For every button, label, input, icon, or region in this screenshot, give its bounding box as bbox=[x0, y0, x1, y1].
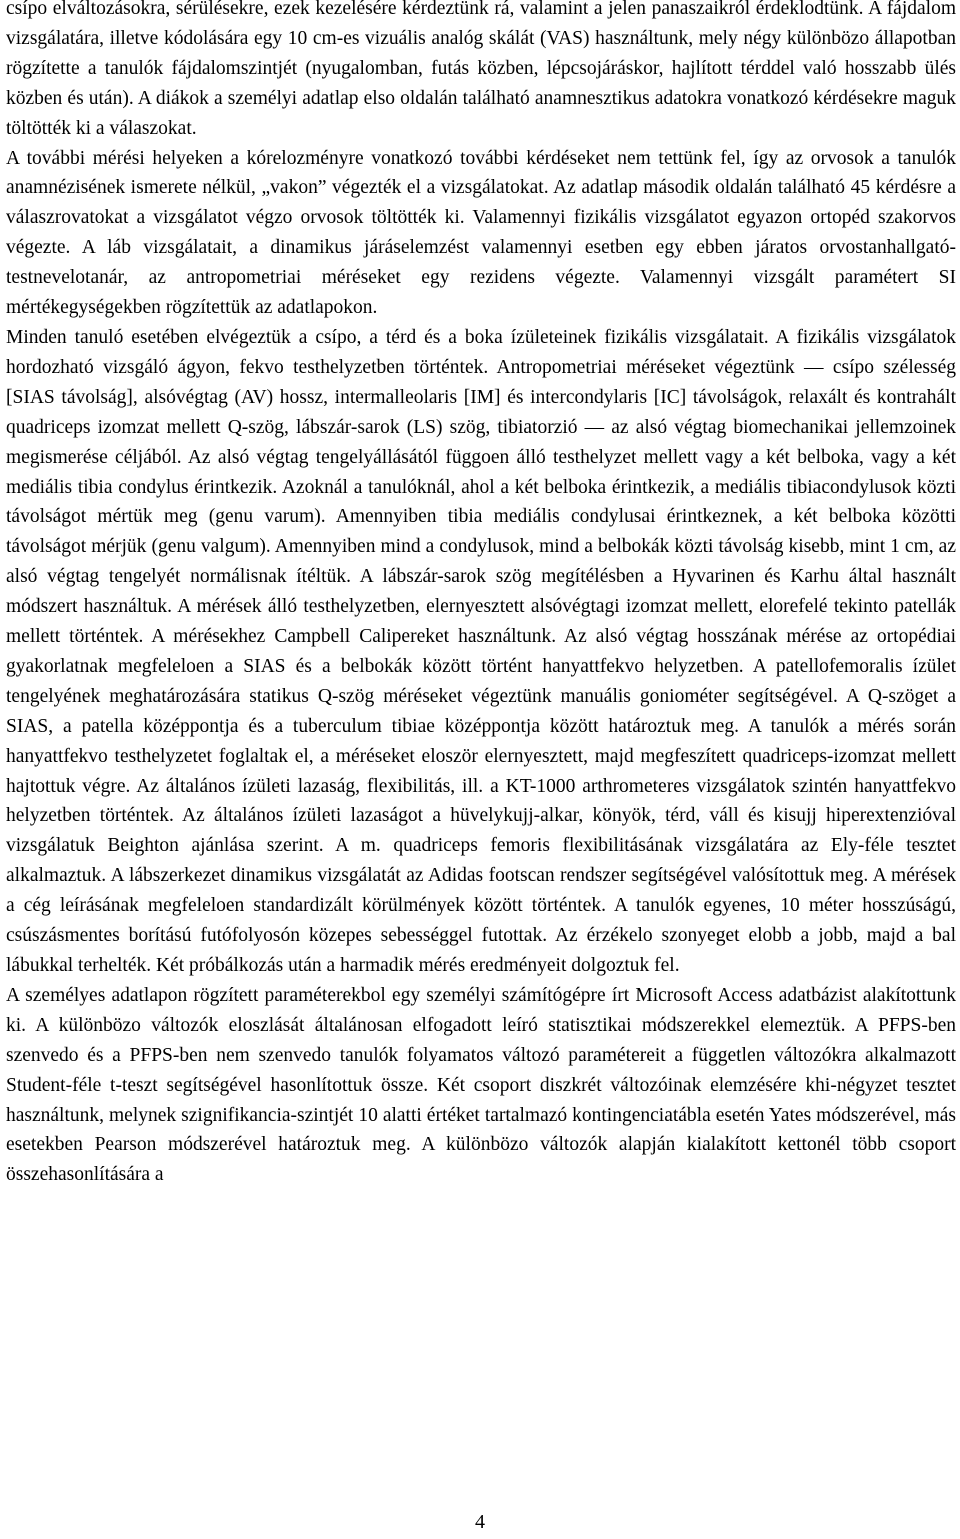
paragraph-2: A további mérési helyeken a kórelozményre vonatkozó további kérdéseket nem tettünk fel, így az orvosok a tanulók anamnézisének ismerete nélkül, „vakon” végezték el a vizsgálatokat. Az adatlap második oldalán található 45 kérdésre a válaszrovatokat a vizsgálatot végzo orvosok töltötték ki. Valamennyi fizikális vizsgálatot egyazon ortopéd szakorvos végezte. A láb vizsgálatait, a dinamikus járáselemzést valamennyi esetben egy ebben járatos orvostanhallgató-testnevelotanár, az antropometriai méréseket egy rezidens végezte. Valamennyi vizsgált paramétert SI mértékegységekben rögzítettük az adatlapokon. bbox=[6, 147, 956, 319]
page-number: 4 bbox=[475, 1511, 485, 1533]
paragraph-4: A személyes adatlapon rögzített paraméterekbol egy személyi számítógépre írt Microsoft Access adatbázist alakítottunk ki. A különbözo változók eloszlását általánosan elfogadott leíró statisztikai módszerekkel elemeztük. A PFPS-ben szenvedo és a PFPS-ben nem szenvedo tanulók folyamatos változó paramétereit a független változókra alkalmazott Student-féle t-teszt segítségével hasonlítottuk össze. Két csoport diszkrét változóinak elemzésére khi-négyzet tesztet használtunk, melynek szignifikancia-szintjét 10 alatti értéket tartalmazó kontingenciatábla esetén Yates módszerével, más esetekben Pearson módszerével határoztuk meg. A különbözo változók alapján kialakított kettonél több csoport összehasonlítására a bbox=[6, 984, 956, 1186]
paragraph-1: csípo elváltozásokra, sérülésekre, ezek kezelésére kérdeztünk rá, valamint a jelen panaszaikról érdeklodtünk. A fájdalom vizsgálatára, illetve kódolására egy 10 cm-es vizuális analóg skálát (VAS) használtunk, mely négy különbözo állapotban rögzítette a tanulók fájdalomszintjét (nyugalomban, futás közben, lépcsojáráskor, hajlított térddel való hosszabb ülés közben és után). A diákok a személyi adatlap elso oldalán található anamnesztikus adatokra vonatkozó kérdésekre maguk töltötték ki a válaszokat. bbox=[6, 0, 956, 139]
document-body bbox=[6, 0, 956, 1190]
paragraph-3: Minden tanuló esetében elvégeztük a csípo, a térd és a boka ízületeinek fizikális vizsgálatait. A fizikális vizsgálatok hordozható vizsgáló ágyon, fekvo testhelyzetben történtek. Antropometriai méréseket végeztünk — csípo szélesség [SIAS távolság], alsóvégtag (AV) hossz, intermalleolaris [IM] és intercondylaris [IC] távolságok, relaxált és kontrahált quadriceps izomzat mellett Q-szög, lábszár-sarok (LS) szög, tibiatorzió — az alsó végtag biomechanikai jellemzoinek megismerése céljából. Az alsó végtag tengelyállásától függoen álló testhelyzet mellett vagy a két belboka, vagy a két mediális tibia condylus érintkezik. Azoknál a tanulóknál, ahol a két belboka érintkezik, a mediális tibiacondylusok közti távolságot mértük meg (genu varum). Amennyiben tibia mediális condylusai érintkeznek, a két belboka közötti távolságot mérjük (genu valgum). Amennyiben mind a condylusok, mind a belbokák közti távolság kisebb, mint 1 cm, az alsó végtag tengelyét normálisnak ítéltük. A lábszár-sarok szög megítélésben a Hyvarinen és Karhu által használt módszert használtuk. A mérések álló testhelyzetben, elernyesztett alsóvégtagi izomzat mellett, elorefelé tekinto patellák mellett történtek. A mérésekhez Campbell Calipereket használtunk. Az alsó végtag hosszának mérése az ortopédiai gyakorlatnak megfeleloen a SIAS és a belbokák között történt hanyattfekvo helyzetben. A patellofemoralis ízület tengelyének meghatározására statikus Q-szög méréseket végeztünk manuális goniométer segítségével. A Q-szöget a SIAS, a patella középpontja és a tuberculum tibiae középpontja között határoztuk meg. A tanulók a mérés során hanyattfekvo testhelyzetet foglaltak el, a méréseket eloször elernyesztett, majd megfeszített quadriceps-izomzat mellett hajtottuk végre. Az általános ízületi lazaság, flexibilitás, ill. a KT-1000 arthrometeres vizsgálatok szintén hanyattfekvo helyzetben történtek. Az általános ízületi lazaságot a hüvelykujj-alkar, könyök, térd, váll és kisujj hiperextenzióval vizsgálatuk Beighton ajánlása szerint. A m. quadriceps femoris flexibilitásának vizsgálatára az Ely-féle tesztet alkalmaztuk. A lábszerkezet dinamikus vizsgálatát az Adidas footscan rendszer segítségével valósítottuk meg. A mérések a cég leírásának megfeleloen standardizált körülmények között történtek. A tanulók egyenes, 10 méter hosszúságú, csúszásmentes borítású futófolyosón közepes sebességgel futottak. Az érzékelo szonyeget elobb a jobb, majd a bal lábukkal terhelték. Két próbálkozás után a harmadik mérés eredményeit dolgoztuk fel. bbox=[6, 326, 956, 976]
